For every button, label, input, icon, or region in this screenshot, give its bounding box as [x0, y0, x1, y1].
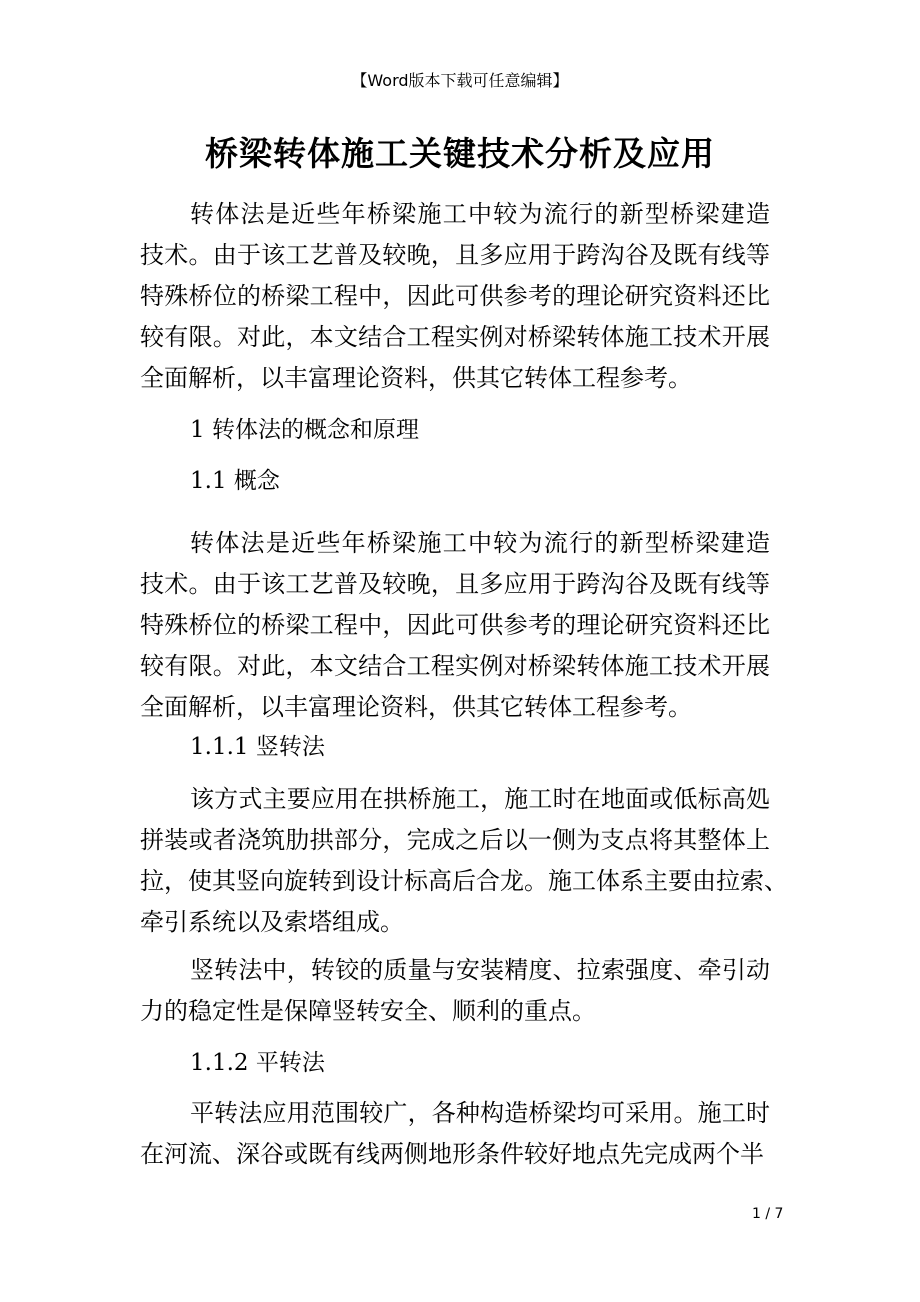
subsection-heading: 1.1 概念 [190, 468, 280, 494]
section-heading: 1 转体法的概念和原理 [190, 417, 419, 443]
paragraph-line: 竖转法中，转铰的质量与安装精度、拉索强度、牵引动 [190, 956, 770, 984]
paragraph-line: 全面解析，以丰富理论资料，供其它转体工程参考。 [140, 693, 692, 721]
paragraph-line: 转体法是近些年桥梁施工中较为流行的新型桥梁建造 [190, 200, 770, 228]
page-header: 【Word版本下载可任意编辑】 [351, 71, 569, 90]
paragraph-line: 平转法应用范围较广，各种构造桥梁均可采用。施工时 [190, 1099, 770, 1127]
document-title: 桥梁转体施工关键技术分析及应用 [205, 134, 715, 173]
paragraph [140, 779, 788, 943]
paragraph-line: 技术。由于该工艺普及较晚，且多应用于跨沟谷及既有线等 [140, 570, 770, 598]
paragraph-line: 较有限。对此，本文结合工程实例对桥梁转体施工技术开展 [140, 323, 770, 351]
paragraph-line: 该方式主要应用在拱桥施工，施工时在地面或低标高処 [190, 785, 770, 813]
paragraph-line: 拼装或者浇筑肋拱部分，完成之后以一侧为支点将其整体上 [140, 826, 770, 854]
paragraph-line: 特殊桥位的桥梁工程中，因此可供参考的理论研究资料还比 [140, 282, 770, 310]
paragraph [140, 950, 770, 1032]
page-number: 1 / 7 [752, 1206, 784, 1222]
subsubsection-heading: 1.1.1 竖转法 [190, 734, 325, 760]
paragraph [140, 194, 770, 399]
paragraph-line: 拉，使其竖向旋转到设计标高后合龙。施工体系主要由拉索、 [140, 867, 788, 895]
paragraph-line: 技术。由于该工艺普及较晚，且多应用于跨沟谷及既有线等 [140, 241, 770, 269]
paragraph [140, 1093, 770, 1175]
paragraph [140, 523, 770, 728]
paragraph-line: 在河流、深谷或既有线两侧地形条件较好地点先完成两个半 [140, 1140, 764, 1168]
paragraph-line: 力的稳定性是保障竖转安全、顺利的重点。 [140, 997, 596, 1025]
paragraph-line: 牵引系统以及索塔组成。 [140, 908, 404, 936]
paragraph-line: 转体法是近些年桥梁施工中较为流行的新型桥梁建造 [190, 529, 770, 557]
paragraph-line: 全面解析，以丰富理论资料，供其它转体工程参考。 [140, 364, 692, 392]
paragraph-line: 较有限。对此，本文结合工程实例对桥梁转体施工技术开展 [140, 652, 770, 680]
subsubsection-heading: 1.1.2 平转法 [190, 1050, 325, 1076]
paragraph-line: 特殊桥位的桥梁工程中，因此可供参考的理论研究资料还比 [140, 611, 770, 639]
